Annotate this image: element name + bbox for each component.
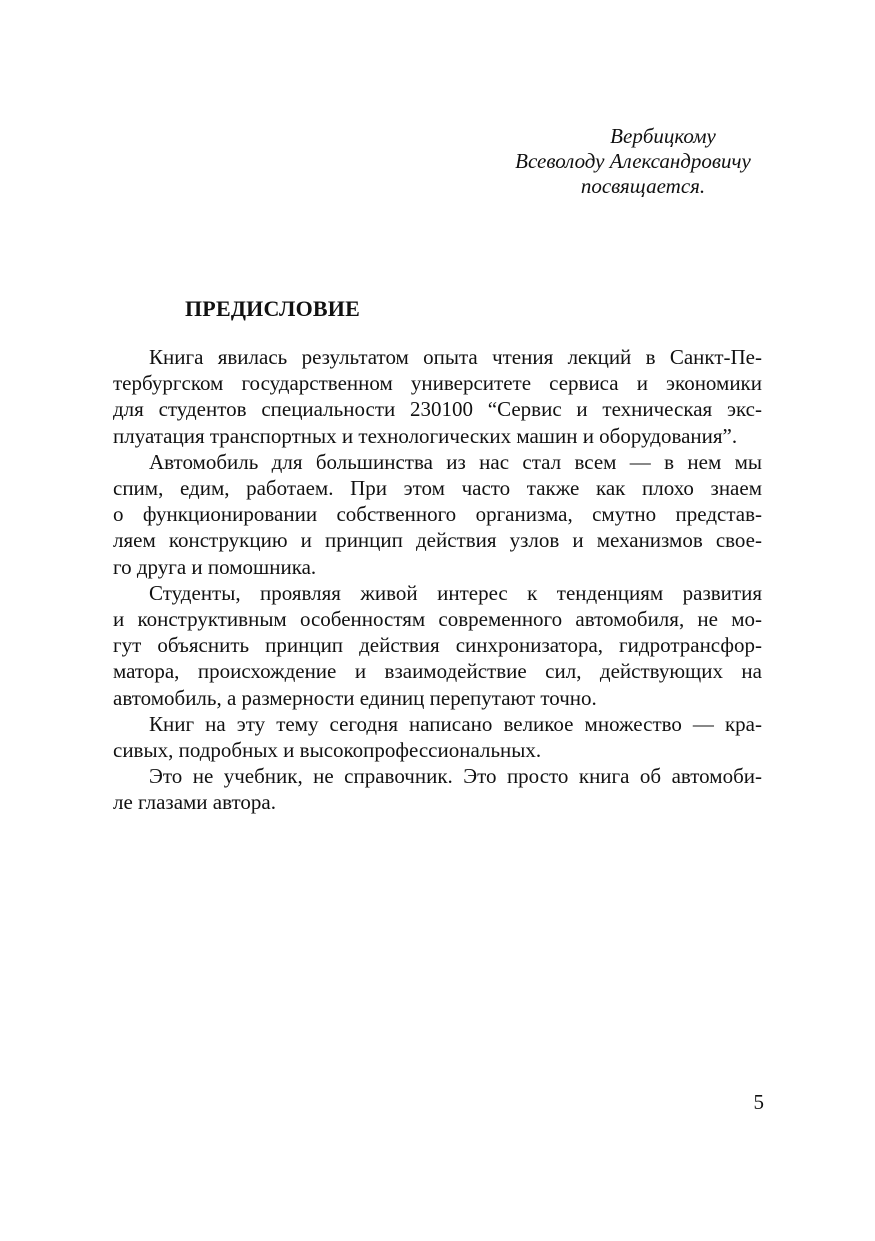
text-line: автомобиль, а размерности единиц перепутают точно. bbox=[113, 685, 597, 710]
text-line: ле глазами автора. bbox=[113, 790, 276, 815]
dedication-line: посвящается. bbox=[580, 174, 706, 198]
text-line: ляем конструкцию и принцип действия узлов и механизмов свое- bbox=[113, 528, 762, 553]
text-line: матора, происхождение и взаимодействие сил, действующих на bbox=[113, 659, 762, 684]
dedication bbox=[470, 124, 820, 199]
text-line: Книга явилась результатом опыта чтения лекций в Санкт-Пе- bbox=[149, 345, 762, 369]
text-line: сивых, подробных и высокопрофессиональных. bbox=[113, 738, 542, 763]
text-line: Это не учебник, не справочник. Это просто книга об автомоби- bbox=[149, 764, 762, 789]
body-text bbox=[113, 344, 762, 816]
page-number: 5 bbox=[753, 1090, 764, 1114]
text-line: Книг на эту тему сегодня написано великое множество — кра- bbox=[149, 711, 762, 736]
text-line: спим, едим, работаем. При этом часто также как плохо знаем bbox=[113, 476, 762, 501]
text-line: Автомобиль для большинства из нас стал всем — в нем мы bbox=[149, 449, 762, 474]
text-line: тербургском государственном университете сервиса и экономики bbox=[113, 371, 762, 396]
text-line: и конструктивным особенностям современного автомобиля, не мо- bbox=[113, 607, 762, 632]
paragraph bbox=[113, 449, 762, 580]
dedication-line: Всеволоду Александровичу bbox=[515, 149, 751, 173]
text-line: плуатация транспортных и технологических машин и оборудования”. bbox=[113, 423, 738, 448]
text-line: гут объяснить принцип действия синхронизатора, гидротрансфор- bbox=[113, 633, 762, 658]
paragraph bbox=[113, 344, 762, 449]
text-line: го друга и помошника. bbox=[113, 554, 317, 579]
paragraph bbox=[113, 580, 762, 711]
paragraph bbox=[113, 763, 762, 815]
dedication-line: Вербицкому bbox=[610, 124, 716, 148]
text-line: о функционировании собственного организма, смутно представ- bbox=[113, 502, 762, 527]
text-line: для студентов специальности 230100 “Сервис и техническая экс- bbox=[113, 397, 762, 422]
paragraph bbox=[113, 711, 762, 763]
section-heading: ПРЕДИСЛОВИЕ bbox=[185, 296, 360, 321]
text-line: Студенты, проявляя живой интерес к тенденциям развития bbox=[149, 580, 762, 605]
